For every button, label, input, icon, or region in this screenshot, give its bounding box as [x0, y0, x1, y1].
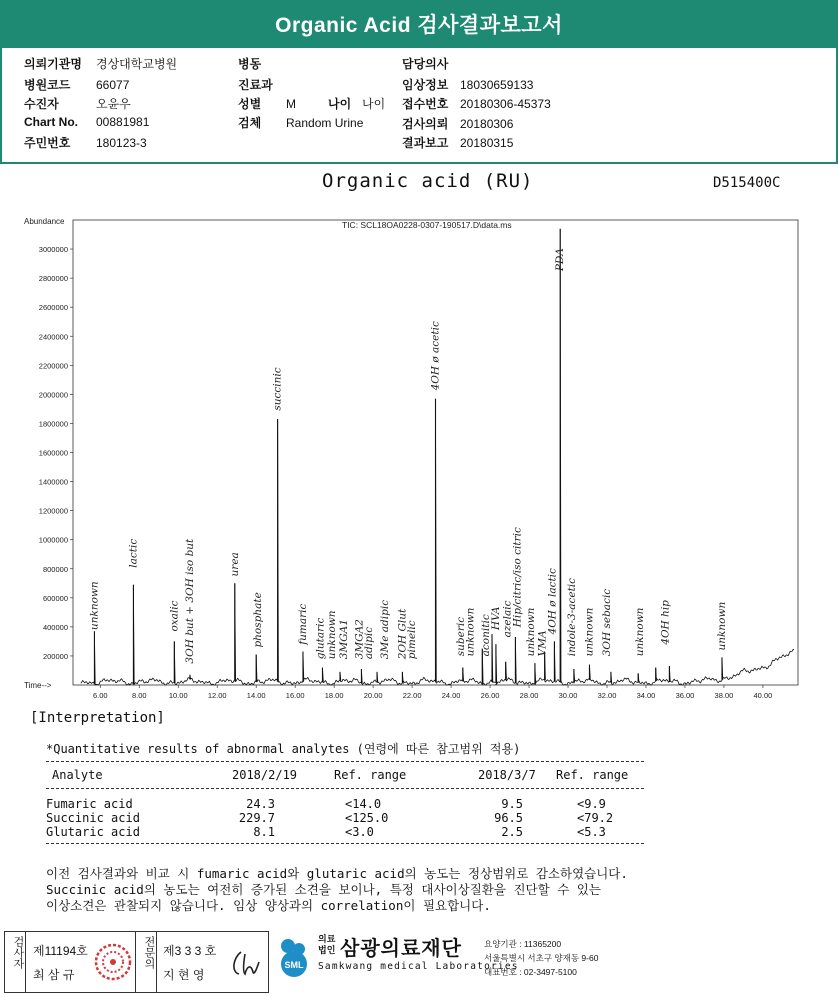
x-tick-label: 12.00 — [207, 691, 227, 700]
x-tick-label: 30.00 — [558, 691, 578, 700]
peak-annotation: unknown — [583, 607, 596, 657]
row-value-1: 8.1 — [253, 825, 275, 839]
tester-label: 검사자 — [12, 936, 24, 969]
peak-annotation: lactic — [127, 538, 140, 568]
chart-title: TIC: SCL18OA0228-0307-190517.D\data.ms — [342, 220, 512, 230]
report-title-bar — [0, 0, 838, 48]
y-tick-label: 400000 — [42, 622, 68, 632]
y-tick-label: 2200000 — [38, 361, 68, 371]
org-address: 서울특별시 서초구 양재동 9-60 — [484, 953, 599, 963]
y-tick-label: 1000000 — [38, 535, 68, 545]
x-tick-label: 24.00 — [441, 691, 461, 700]
chromatogram — [20, 198, 832, 700]
chromatogram-svg — [20, 198, 832, 700]
peak-annotation: HVA — [489, 606, 502, 631]
row-analyte: Succinic acid — [46, 811, 140, 825]
info-physician: 담당의사 — [402, 57, 449, 71]
test-code: D515400C — [713, 175, 781, 191]
peak-annotation: 4OH hip — [659, 600, 672, 645]
peak-annotation: 4OH ø acetic — [429, 321, 442, 391]
row-value-1: 229.7 — [238, 811, 275, 825]
peak-annotation: indole-3-acetic — [565, 577, 578, 657]
divider — [25, 932, 26, 992]
x-tick-label: 14.00 — [246, 691, 266, 700]
table-rule-top — [46, 761, 644, 762]
y-tick-label: 1800000 — [38, 419, 68, 429]
row-value-2: 2.5 — [501, 825, 523, 839]
peak-annotation: unknown — [464, 607, 477, 657]
x-tick-label: 28.00 — [519, 691, 539, 700]
report-title: Organic Acid 검사결과보고서 — [275, 14, 563, 37]
row-analyte: Glutaric acid — [46, 825, 140, 839]
y-tick-label: 2400000 — [38, 332, 68, 342]
x-tick-label: 10.00 — [168, 691, 188, 700]
peak-annotation: unknown — [634, 607, 647, 657]
peak-annotation: 2OH Glut — [396, 608, 409, 660]
peak-annotation: suberic — [454, 616, 467, 657]
y-tick-label: 3000000 — [38, 245, 68, 255]
peak-annotation: 3MGA2 — [353, 619, 366, 660]
report-footer — [0, 928, 838, 997]
peak-annotation: pimelic — [406, 620, 419, 660]
info-patient-name: 수진자 오윤우 — [24, 97, 131, 111]
comment-line: 이상소견은 관찰되지 않습니다. 임상 양상과의 correlation이 필요합니다. — [46, 898, 491, 913]
x-tick-label: 6.00 — [92, 691, 108, 700]
y-tick-label: 1200000 — [38, 506, 68, 516]
signature-box — [4, 931, 269, 993]
peak-annotation: 4OH ø lactic — [546, 568, 559, 635]
col-ref-1: Ref. range — [334, 768, 407, 782]
org-english-name: Samkwang medical Laboratories — [318, 961, 519, 972]
tester-name: 최 삼 규 — [33, 968, 75, 982]
info-request-date: 검사의뢰 20180306 — [402, 117, 514, 131]
info-age: 나이 나이 — [328, 97, 386, 111]
org-prefix-line: 법인 — [318, 945, 336, 955]
doctor-license-no: 제3 3 3 호 — [163, 944, 217, 958]
peak-annotation: azelaic — [501, 600, 514, 638]
x-tick-label: 22.00 — [402, 691, 422, 700]
info-clinical: 임상정보 18030659133 — [402, 78, 534, 92]
peak-annotation: unknown — [326, 610, 339, 660]
tester-license-no: 제11194호 — [33, 944, 88, 958]
org-prefix-line: 의료 — [318, 934, 336, 944]
row-ref-1: <14.0 — [345, 797, 382, 811]
peak-annotation: 3Me adipic — [378, 599, 391, 660]
col-analyte: Analyte — [52, 768, 103, 782]
peak-annotation: aconitic — [480, 614, 493, 657]
peak-annotation: 3OH but + 3OH iso but — [183, 538, 196, 664]
peak-annotation: unknown — [88, 581, 101, 631]
row-ref-2: <79.2 — [577, 811, 614, 825]
peak-annotation: phosphate — [252, 592, 265, 648]
row-ref-2: <5.3 — [577, 825, 606, 839]
y-tick-label: 1400000 — [38, 477, 68, 487]
info-report-date: 결과보고 20180315 — [402, 136, 514, 150]
info-hospital-code: 병원코드 66077 — [24, 78, 130, 92]
y-tick-label: 1600000 — [38, 448, 68, 458]
peak-annotation: glutaric — [314, 617, 327, 660]
row-ref-1: <3.0 — [345, 825, 374, 839]
logo-text: SML — [284, 960, 304, 970]
peak-annotation: adipic — [363, 626, 376, 660]
interpretation-heading: [Interpretation] — [30, 710, 165, 726]
y-tick-label: 800000 — [42, 564, 68, 574]
row-analyte: Fumaric acid — [46, 797, 133, 811]
x-tick-label: 38.00 — [714, 691, 734, 700]
x-tick-label: 18.00 — [324, 691, 344, 700]
org-name: 삼광의료재단 — [340, 938, 462, 960]
row-value-2: 9.5 — [501, 797, 523, 811]
info-hospital: 의뢰기관명 경상대학교병원 — [24, 57, 178, 71]
seal-stamp-icon — [93, 942, 133, 982]
row-value-2: 96.5 — [494, 811, 523, 825]
doctor-label: 전문의 — [143, 936, 155, 969]
x-tick-label: 16.00 — [285, 691, 305, 700]
comment-line: 이전 검사결과와 비교 시 fumaric acid와 glutaric acid의 농도는 정상범위로 감소하였습니다. — [46, 866, 628, 881]
table-rule-mid — [46, 788, 644, 789]
x-axis-label: Time--> — [24, 681, 52, 690]
doctor-name: 지 현 영 — [163, 968, 205, 982]
peak-annotation: VMA — [536, 630, 549, 657]
info-receipt-no: 접수번호 20180306-45373 — [402, 97, 551, 111]
col-ref-2: Ref. range — [556, 768, 629, 782]
col-date-2: 2018/3/7 — [478, 768, 536, 782]
interpretation-comment — [46, 866, 628, 914]
info-resident-no: 주민번호 180123-3 — [24, 136, 147, 150]
chromatogram-title: Organic acid (RU) — [322, 170, 534, 192]
org-institution-code: 요양기관 : 11365200 — [484, 939, 562, 949]
peak-annotation: 3MGA1 — [337, 619, 350, 660]
patient-info-box — [0, 48, 838, 164]
x-tick-label: 40.00 — [753, 691, 773, 700]
info-department: 진료과 — [238, 78, 273, 92]
table-rule-bottom — [46, 843, 644, 844]
row-ref-2: <9.9 — [577, 797, 606, 811]
row-ref-1: <125.0 — [345, 811, 389, 825]
peak-annotation: Hip/citric/iso citric — [511, 527, 524, 628]
peak-annotation: unknown — [524, 607, 537, 657]
y-tick-label: 600000 — [42, 593, 68, 603]
col-date-1: 2018/2/19 — [232, 768, 298, 782]
interpretation-note: *Quantitative results of abnormal analytes (연령에 따른 참고범위 적용) — [46, 742, 521, 756]
y-tick-label: 200000 — [42, 651, 68, 661]
info-sex: 성별 M — [238, 97, 296, 111]
sml-logo-icon — [272, 934, 316, 978]
signature-icon — [227, 944, 265, 982]
divider — [156, 932, 157, 992]
y-tick-label: 2600000 — [38, 303, 68, 313]
x-tick-label: 32.00 — [597, 691, 617, 700]
y-tick-label: 2000000 — [38, 390, 68, 400]
peak-annotation: PDA — [554, 248, 567, 272]
peak-annotation: succinic — [271, 367, 284, 411]
x-tick-label: 34.00 — [636, 691, 656, 700]
peak-annotation: urea — [228, 552, 241, 577]
x-tick-label: 8.00 — [131, 691, 147, 700]
peak-annotation: oxalic — [168, 600, 181, 632]
peak-annotation: fumaric — [296, 603, 309, 645]
x-tick-label: 36.00 — [675, 691, 695, 700]
org-prefix — [318, 934, 335, 956]
info-specimen: 검체 Random Urine — [238, 116, 364, 130]
info-ward: 병동 — [238, 57, 262, 71]
divider — [135, 932, 136, 992]
peak-annotation: unknown — [715, 601, 728, 651]
y-axis-label: Abundance — [24, 217, 65, 226]
peak-annotation: 3OH sebacic — [600, 588, 613, 657]
org-phone: 대표번호 : 02-3497-5100 — [484, 967, 577, 977]
info-chart-no: Chart No. 00881981 — [24, 115, 150, 129]
y-tick-label: 2800000 — [38, 274, 68, 284]
x-tick-label: 20.00 — [363, 691, 383, 700]
row-value-1: 24.3 — [246, 797, 275, 811]
comment-line: Succinic acid의 농도는 여전히 증가된 소견을 보이나, 특정 대사이상질환을 진단할 수 있는 — [46, 882, 601, 897]
x-tick-label: 26.00 — [480, 691, 500, 700]
